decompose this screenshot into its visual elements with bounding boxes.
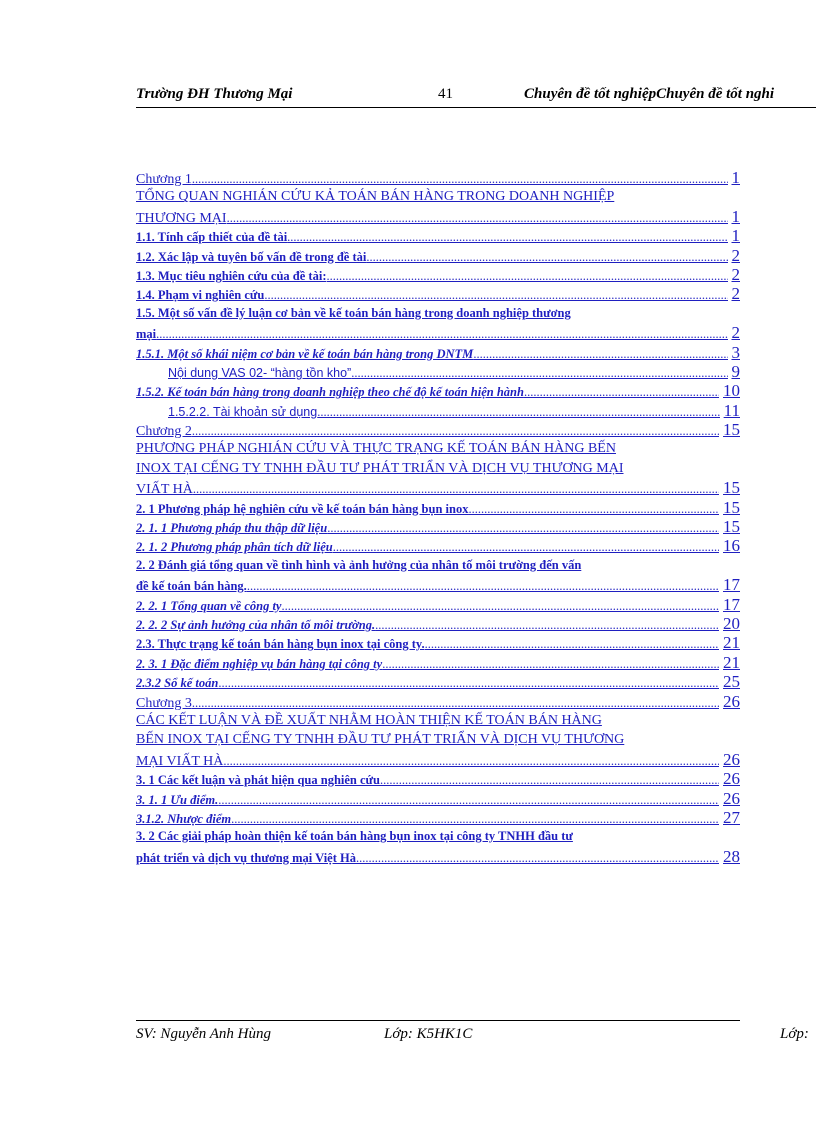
toc-leader-dots [524,383,719,400]
toc-entry[interactable] [136,653,740,672]
toc-entry[interactable] [136,692,740,711]
toc-entry[interactable] [136,207,740,226]
table-of-contents [136,168,740,866]
toc-leader-dots [473,345,727,362]
toc-page-number: 17 [723,594,740,614]
toc-entry-title: 2. 1. 2 Phương pháp phân tích dữ liệu [136,540,333,555]
page-footer [136,1026,816,1048]
toc-entry[interactable] [136,847,740,866]
toc-leader-dots [218,791,719,808]
toc-leader-dots [375,616,719,633]
toc-entry-title: 3. 2 Các giải pháp hoàn thiện kế toán bán hàng bụn inox tại công ty TNHH đầu tư [136,829,573,844]
toc-page-number: 15 [723,478,740,498]
toc-entry-title: mại [136,327,157,342]
toc-page-number: 21 [723,633,740,653]
toc-page-number: 26 [723,769,740,789]
toc-leader-dots [333,538,719,555]
toc-leader-dots [227,209,728,226]
toc-page-number: 20 [723,613,740,633]
toc-page-number: 25 [723,672,740,692]
toc-entry[interactable] [136,730,740,749]
toc-entry-title: PHƯƠNG PHÁP NGHIÁN CỨU VÀ THỰC TRẠNG KẾ TOÁN BÁN HÀNG BẾN [136,441,616,457]
toc-entry-title: 1.5.1. Một số khái niệm cơ bản về kế toán bán hàng trong DNTM [136,346,474,361]
toc-page-number: 10 [723,381,740,401]
toc-entry[interactable] [136,633,740,652]
toc-entry-title: INOX TẠI CẾNG TY TNHH ĐẦU TƯ PHÁT TRIẨN VÀ DỊCH VỤ THƯƠNG MẠI [136,460,624,476]
toc-entry-title: 1.5.2.2. Tài khoản sử dụng [168,404,318,419]
toc-entry-title: 2. 1. 1 Phương pháp thu thập dữ liệu [136,521,328,536]
toc-entry-title: 1.5. Một số vấn đề lý luận cơ bản về kế toán bán hàng trong doanh nghiệp thương [136,305,571,320]
toc-leader-dots [366,248,727,265]
toc-leader-dots [425,635,719,652]
header-rule [136,107,816,108]
toc-leader-dots [218,674,719,691]
toc-entry[interactable] [136,672,740,691]
toc-entry[interactable] [136,265,740,284]
toc-entry-title: 2. 1 Phương pháp hệ nghiên cứu về kế toán bán hàng bụn inox [136,501,469,516]
toc-entry-title: Chương 2 [136,424,192,440]
toc-leader-dots [382,655,719,672]
toc-entry-title: 2.3. Thực trạng kế toán bán hàng bụn inox tại công ty. [136,637,425,652]
toc-entry[interactable] [136,246,740,265]
page-header [136,86,816,108]
toc-page-number: 2 [731,264,740,284]
toc-entry[interactable] [136,614,740,633]
toc-entry[interactable] [136,226,740,245]
toc-page-number: 26 [723,749,740,769]
toc-page-number: 2 [731,284,740,304]
toc-leader-dots [231,810,719,827]
toc-leader-dots [223,752,719,769]
toc-entry[interactable] [136,343,740,362]
toc-entry[interactable] [136,362,740,381]
toc-entry[interactable] [136,517,740,536]
toc-entry-title: 3. 1. 1 Ưu điểm. [136,792,219,807]
toc-entry[interactable] [136,168,740,187]
toc-entry[interactable] [136,808,740,827]
toc-leader-dots [327,267,728,284]
toc-entry-title: CÁC KẾT LUẬN VÀ ĐỀ XUẤT NHẰM HOÀN THIỆN KẾ TOÁN BÁN HÀNG [136,712,602,728]
toc-leader-dots [264,286,727,303]
toc-leader-dots [468,500,719,517]
page-number: 41 [438,86,453,102]
toc-page-number: 16 [723,536,740,556]
toc-page-number: 26 [723,691,740,711]
toc-entry-title: 3.1.2. Nhược điểm [136,811,232,826]
toc-page-number: 15 [723,517,740,537]
toc-page-number: 15 [723,420,740,440]
toc-entry[interactable] [136,478,740,497]
school-name: Trường ĐH Thương Mại [136,86,293,102]
footer-rule [136,1020,740,1021]
student-name: SV: Nguyễn Anh Hùng [136,1026,271,1042]
toc-leader-dots [192,170,728,187]
toc-entry[interactable] [136,556,740,575]
toc-entry-title: Nội dung VAS 02- “hàng tồn kho” [168,365,352,380]
toc-page-number: 2 [731,245,740,265]
toc-page-number: 28 [723,846,740,866]
toc-entry-title: đề kế toán bán hàng. [136,579,247,594]
toc-leader-dots [156,325,727,342]
toc-page-number: 3 [731,342,740,362]
toc-leader-dots [287,228,727,245]
toc-page-number: 21 [723,652,740,672]
toc-entry[interactable] [136,284,740,303]
toc-entry-title: Chương 1 [136,172,192,187]
toc-entry-title: MẠI VIẤT HÀ [136,753,224,769]
toc-entry-title: Chương 3 [136,695,192,711]
toc-entry-title: 2. 2. 2 Sự ảnh hưởng của nhân tố môi trường. [136,617,376,632]
toc-leader-dots [380,771,719,788]
toc-entry[interactable] [136,769,740,788]
toc-entry-title: 1.1. Tính cấp thiết của đề tài [136,230,288,245]
toc-entry[interactable] [136,827,740,846]
class-label-cut: Lớp: [780,1026,809,1042]
toc-leader-dots [192,694,719,711]
toc-page-number: 15 [723,497,740,517]
toc-entry-title: 3. 1 Các kết luận và phát hiện qua nghiên cứu [136,773,381,788]
toc-entry-title: 2. 2. 1 Tổng quan về công ty [136,598,282,613]
toc-page-number: 1 [731,226,740,246]
toc-leader-dots [281,597,719,614]
toc-page-number: 11 [723,400,740,420]
toc-entry[interactable] [136,575,740,594]
toc-leader-dots [351,364,727,381]
toc-page-number: 1 [731,168,740,187]
toc-page-number: 17 [723,575,740,595]
toc-entry[interactable] [136,187,740,206]
toc-entry[interactable] [136,789,740,808]
toc-leader-dots [247,577,719,594]
toc-entry-title: TỔNG QUAN NGHIÁN CỨU KẢ TOÁN BÁN HÀNG TRONG DOANH NGHIỆP [136,189,615,205]
toc-entry[interactable] [136,711,740,730]
toc-entry[interactable] [136,536,740,555]
toc-entry-title: phát triển và dịch vụ thương mại Việt Hà [136,850,356,865]
toc-page-number: 27 [723,807,740,827]
toc-entry-title: BẾN INOX TẠI CẾNG TY TNHH ĐẦU TƯ PHÁT TRIẨN VÀ DỊCH VỤ THƯƠNG [136,732,625,748]
toc-entry[interactable] [136,420,740,439]
toc-entry[interactable] [136,459,740,478]
toc-entry[interactable] [136,439,740,458]
document-topic: Chuyên đề tốt nghiệpChuyên đề tốt nghi [524,86,775,102]
toc-entry-title: 2. 3. 1 Đặc điểm nghiệp vụ bán hàng tại công ty [136,656,383,671]
toc-leader-dots [327,519,719,536]
toc-leader-dots [317,403,719,420]
toc-entry-title: 1.3. Mục tiêu nghiên cứu của đề tài: [136,268,327,283]
toc-entry-title: THƯƠNG MẠI [136,210,227,226]
toc-page-number: 2 [731,323,740,343]
toc-page-number: 9 [731,361,740,381]
toc-entry-title: 2.3.2 Sổ kế toán [136,676,219,691]
toc-page-number: 1 [731,206,740,226]
toc-leader-dots [356,849,719,866]
toc-entry[interactable] [136,401,740,420]
toc-entry-title: 2. 2 Đánh giá tổng quan về tình hình và ảnh hưởng của nhân tố môi trường đến vấn [136,557,582,572]
toc-leader-dots [193,480,719,497]
toc-entry[interactable] [136,595,740,614]
toc-entry[interactable] [136,498,740,517]
toc-entry-title: 1.5.2. Kế toán bán hàng trong doanh nghiệp theo chế độ kế toán hiện hành [136,385,524,400]
toc-entry[interactable] [136,323,740,342]
toc-entry-title: 1.2. Xác lập và tuyên bố vấn đề trong đề tài [136,249,367,264]
class-label: Lớp: K5HK1C [384,1026,473,1042]
toc-entry-title: 1.4. Phạm vi nghiên cứu [136,288,265,303]
toc-entry-title: VIẤT HÀ [136,482,193,498]
toc-entry[interactable] [136,304,740,323]
toc-entry[interactable] [136,750,740,769]
toc-page-number: 26 [723,788,740,808]
toc-entry[interactable] [136,381,740,400]
toc-leader-dots [192,422,719,439]
